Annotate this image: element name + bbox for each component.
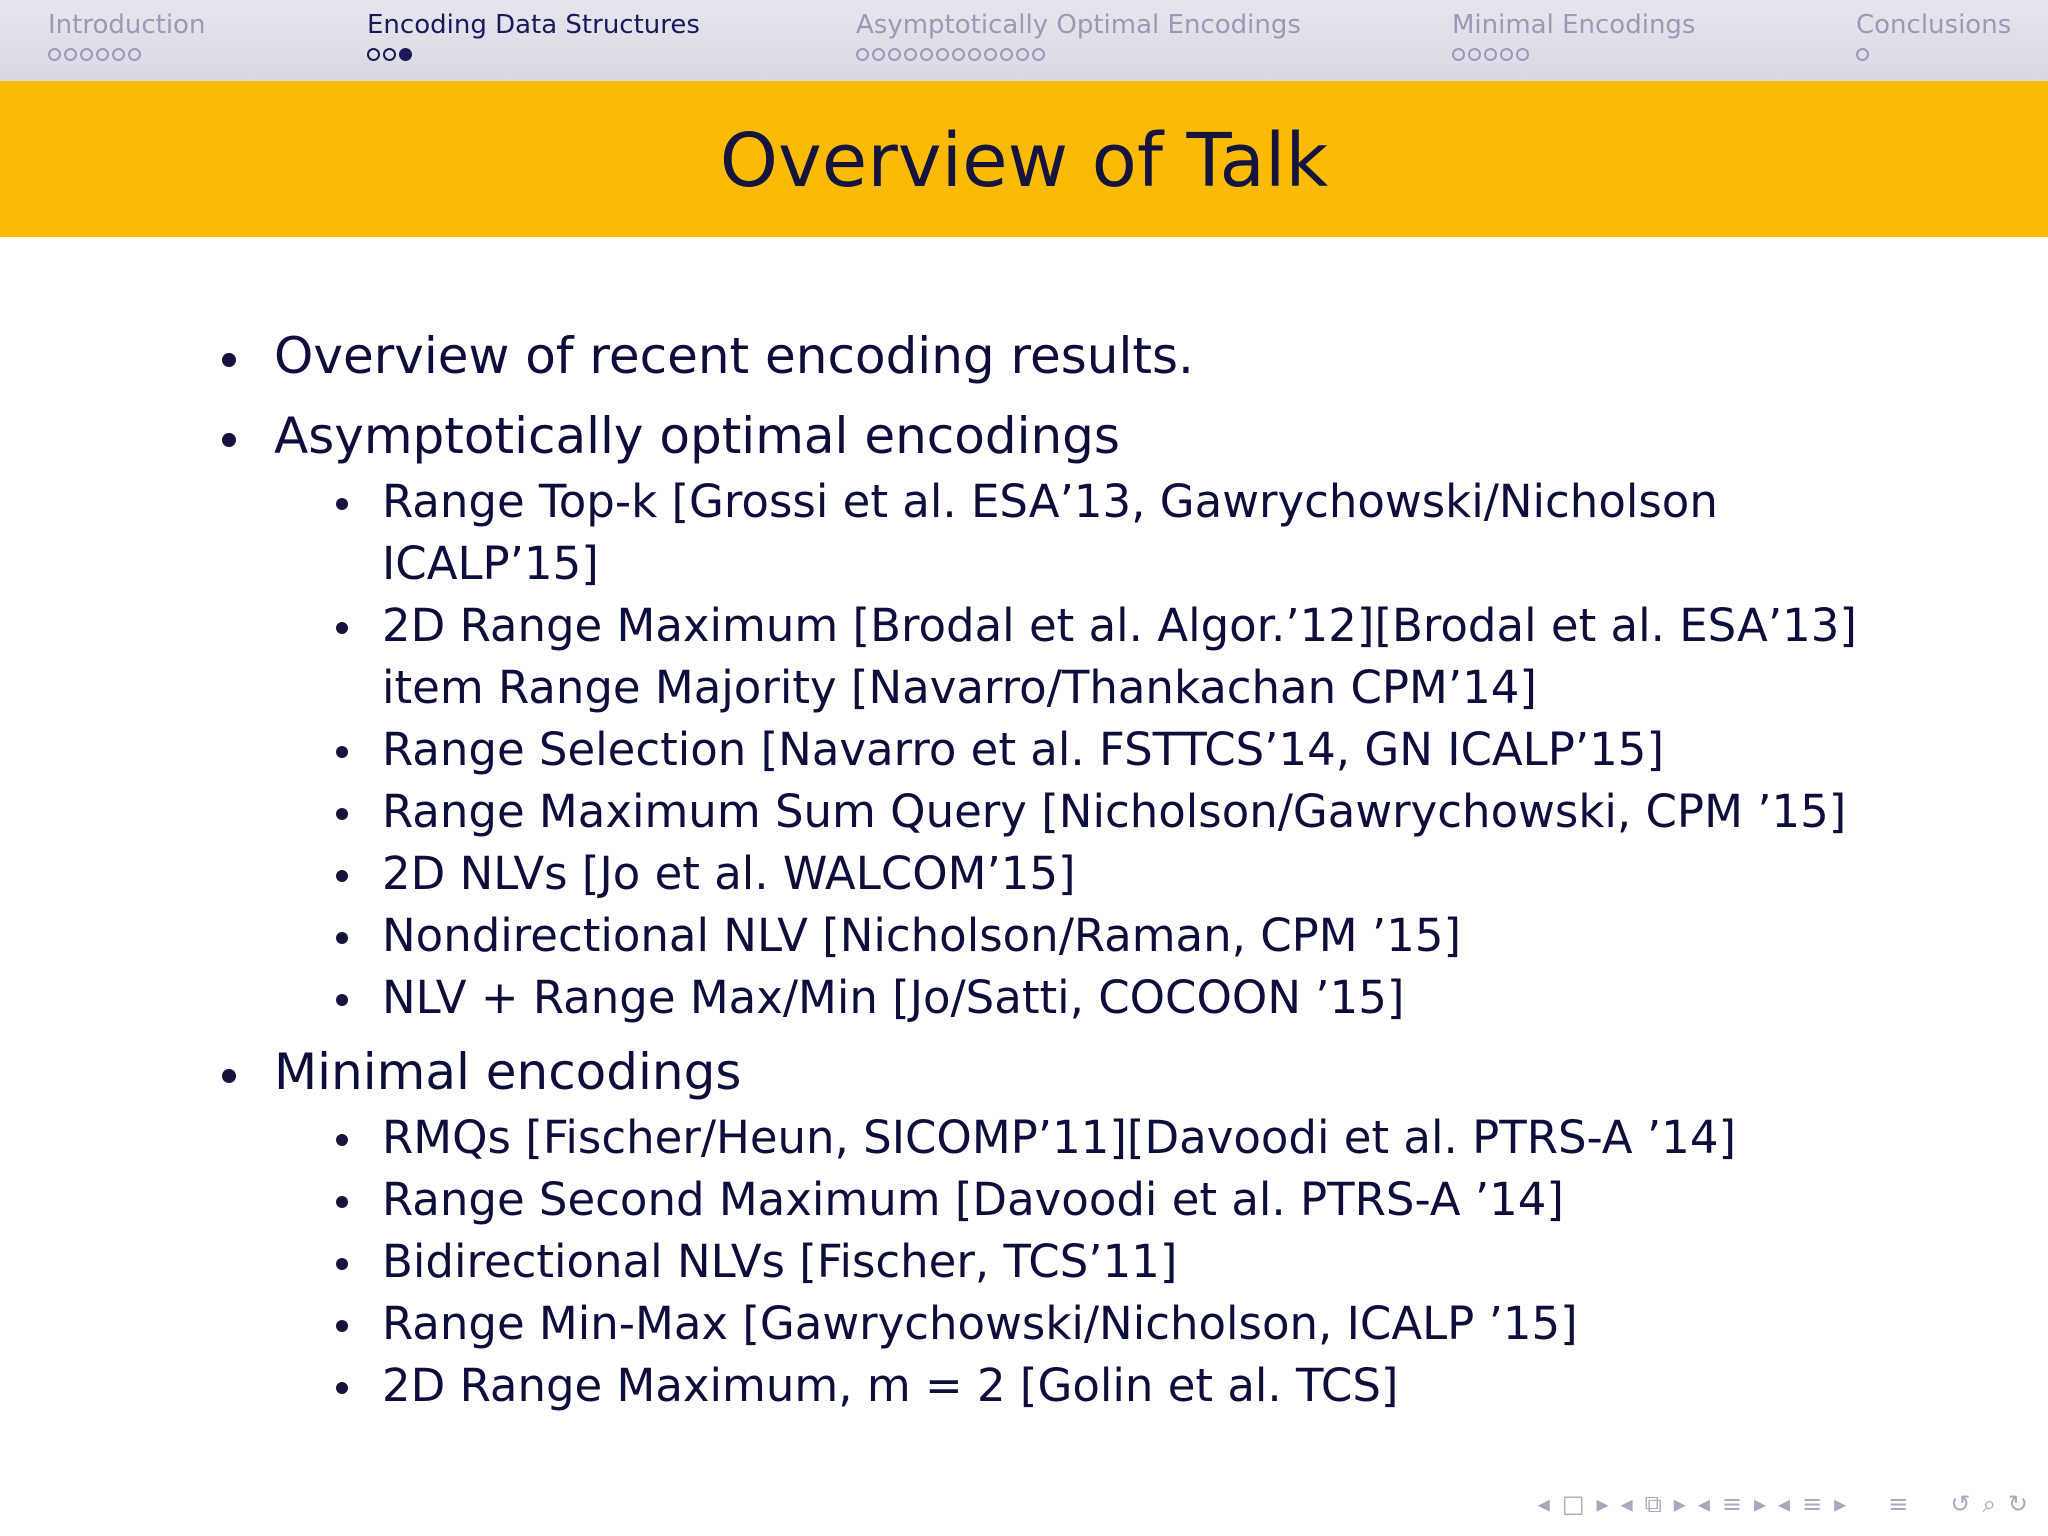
sub-list	[328, 1107, 1916, 1417]
frame-dot-icon[interactable]	[1468, 48, 1481, 61]
nav-dots	[367, 48, 700, 61]
sub-list	[328, 471, 1916, 1029]
next-frame-icon[interactable]: ▸	[1596, 1490, 1609, 1518]
nav-section-title[interactable]: Asymptotically Optimal Encodings	[856, 10, 1301, 40]
bullet-icon	[336, 622, 348, 634]
slide-icon[interactable]: ≡	[1802, 1490, 1823, 1518]
bullet-icon	[336, 932, 348, 944]
bullet-icon	[336, 1134, 348, 1146]
sub-item-text: RMQs [Fischer/Heun, SICOMP’11][Davoodi et al. PTRS-A ’14]	[382, 1111, 1736, 1164]
nav-section-title[interactable]: Encoding Data Structures	[367, 10, 700, 40]
next-subsection-icon[interactable]: ▸	[1673, 1490, 1686, 1518]
bullet-icon	[336, 498, 348, 510]
sub-item	[328, 781, 1916, 843]
sub-item-text: Bidirectional NLVs [Fischer, TCS’11]	[382, 1235, 1178, 1288]
subsection-icon[interactable]: ⧉	[1644, 1490, 1662, 1518]
frame-dot-icon[interactable]	[920, 48, 933, 61]
sub-item-text: NLV + Range Max/Min [Jo/Satti, COCOON ’15]	[382, 971, 1405, 1024]
sub-item-text: Range Min-Max [Gawrychowski/Nicholson, ICALP ’15]	[382, 1297, 1578, 1350]
sub-item-text: 2D NLVs [Jo et al. WALCOM’15]	[382, 847, 1076, 900]
frame-dot-icon[interactable]	[856, 48, 869, 61]
sub-item	[328, 843, 1916, 905]
sub-item-text: Range Second Maximum [Davoodi et al. PTRS-A ’14]	[382, 1173, 1564, 1226]
nav-section-conclusions[interactable]	[1856, 8, 2011, 61]
frame-dot-icon[interactable]	[1452, 48, 1465, 61]
frame-dot-icon[interactable]	[904, 48, 917, 61]
sub-item	[328, 1107, 1916, 1169]
slide-title: Overview of Talk	[719, 118, 1329, 204]
nav-section-asymptotic[interactable]	[856, 8, 1301, 61]
sub-item-text: 2D Range Maximum [Brodal et al. Algor.’12][Brodal et al. ESA’13] item Range Majority [Navarro/Thankachan CPM’14]	[382, 599, 1857, 714]
bullet-item	[216, 325, 1916, 387]
prev-subsection-icon[interactable]: ◂	[1620, 1490, 1633, 1518]
frame-dot-icon[interactable]	[64, 48, 77, 61]
sub-item	[328, 471, 1916, 595]
sub-item	[328, 1231, 1916, 1293]
sub-item	[328, 1355, 1916, 1417]
bullet-icon	[336, 1320, 348, 1332]
frame-dot-icon[interactable]	[1856, 48, 1869, 61]
bullet-icon	[336, 1382, 348, 1394]
slide-content	[216, 325, 1916, 1417]
frame-dot-icon[interactable]	[112, 48, 125, 61]
bullet-text: Minimal encodings	[274, 1043, 742, 1101]
frame-dot-icon[interactable]	[1032, 48, 1045, 61]
frame-dot-icon[interactable]	[399, 48, 412, 61]
frame-dot-icon[interactable]	[80, 48, 93, 61]
nav-dots	[48, 48, 205, 61]
nav-section-introduction[interactable]	[48, 8, 205, 61]
title-band	[0, 81, 2048, 237]
nav-section-minimal[interactable]	[1452, 8, 1695, 61]
frame-dot-icon[interactable]	[1500, 48, 1513, 61]
nav-dots	[1856, 48, 2011, 61]
back-icon[interactable]: ↺	[1950, 1490, 1971, 1518]
nav-section-encoding[interactable]	[367, 8, 700, 61]
sub-item-text: Range Top-k [Grossi et al. ESA’13, Gawrychowski/Nicholson ICALP’15]	[382, 475, 1718, 590]
frame-dot-icon[interactable]	[1016, 48, 1029, 61]
bullet-icon	[336, 1196, 348, 1208]
sub-item	[328, 595, 1916, 719]
outline-icon[interactable]: ≡	[1888, 1490, 1909, 1518]
frame-icon[interactable]: □	[1561, 1490, 1585, 1518]
frame-dot-icon[interactable]	[936, 48, 949, 61]
frame-dot-icon[interactable]	[888, 48, 901, 61]
sub-item-text: Range Maximum Sum Query [Nicholson/Gawrychowski, CPM ’15]	[382, 785, 1847, 838]
nav-dots	[1452, 48, 1695, 61]
bullet-icon	[336, 746, 348, 758]
section-icon[interactable]: ≡	[1721, 1490, 1742, 1518]
bullet-icon	[336, 808, 348, 820]
frame-dot-icon[interactable]	[1516, 48, 1529, 61]
forward-icon[interactable]: ↻	[2007, 1490, 2028, 1518]
frame-dot-icon[interactable]	[872, 48, 885, 61]
frame-dot-icon[interactable]	[1000, 48, 1013, 61]
sub-item-text: 2D Range Maximum, m = 2 [Golin et al. TCS]	[382, 1359, 1399, 1412]
bullet-icon	[222, 353, 236, 367]
bullet-icon	[222, 1069, 236, 1083]
next-section-icon[interactable]: ▸	[1753, 1490, 1767, 1518]
frame-dot-icon[interactable]	[952, 48, 965, 61]
bullet-icon	[336, 1258, 348, 1270]
sub-item-text: Nondirectional NLV [Nicholson/Raman, CPM ’15]	[382, 909, 1462, 962]
frame-dot-icon[interactable]	[1484, 48, 1497, 61]
frame-dot-icon[interactable]	[48, 48, 61, 61]
frame-dot-icon[interactable]	[128, 48, 141, 61]
frame-dot-icon[interactable]	[984, 48, 997, 61]
frame-dot-icon[interactable]	[96, 48, 109, 61]
bullet-icon	[222, 433, 236, 447]
next-slide-icon[interactable]: ▸	[1834, 1490, 1847, 1518]
navigation-bar	[0, 0, 2048, 81]
beamer-navigation-symbols	[1538, 1490, 2028, 1518]
frame-dot-icon[interactable]	[968, 48, 981, 61]
bullet-text: Overview of recent encoding results.	[274, 327, 1194, 385]
bullet-item	[216, 1041, 1916, 1103]
prev-section-icon[interactable]: ◂	[1697, 1490, 1710, 1518]
sub-item	[328, 967, 1916, 1029]
frame-dot-icon[interactable]	[383, 48, 396, 61]
prev-frame-icon[interactable]: ◂	[1537, 1490, 1550, 1518]
frame-dot-icon[interactable]	[367, 48, 380, 61]
bullet-icon	[336, 994, 348, 1006]
nav-section-title[interactable]: Introduction	[48, 10, 206, 40]
sub-item	[328, 719, 1916, 781]
bullet-icon	[336, 870, 348, 882]
nav-section-title[interactable]: Minimal Encodings	[1452, 10, 1696, 40]
bullet-text: Asymptotically optimal encodings	[274, 407, 1120, 465]
sub-item	[328, 905, 1916, 967]
search-icon[interactable]: ⌕	[1982, 1490, 1996, 1518]
prev-slide-icon[interactable]: ◂	[1778, 1490, 1791, 1518]
sub-item	[328, 1293, 1916, 1355]
bullet-item	[216, 405, 1916, 467]
nav-dots	[856, 48, 1301, 61]
nav-section-title[interactable]: Conclusions	[1856, 10, 2012, 40]
sub-item	[328, 1169, 1916, 1231]
sub-item-text: Range Selection [Navarro et al. FSTTCS’14, GN ICALP’15]	[382, 723, 1664, 776]
